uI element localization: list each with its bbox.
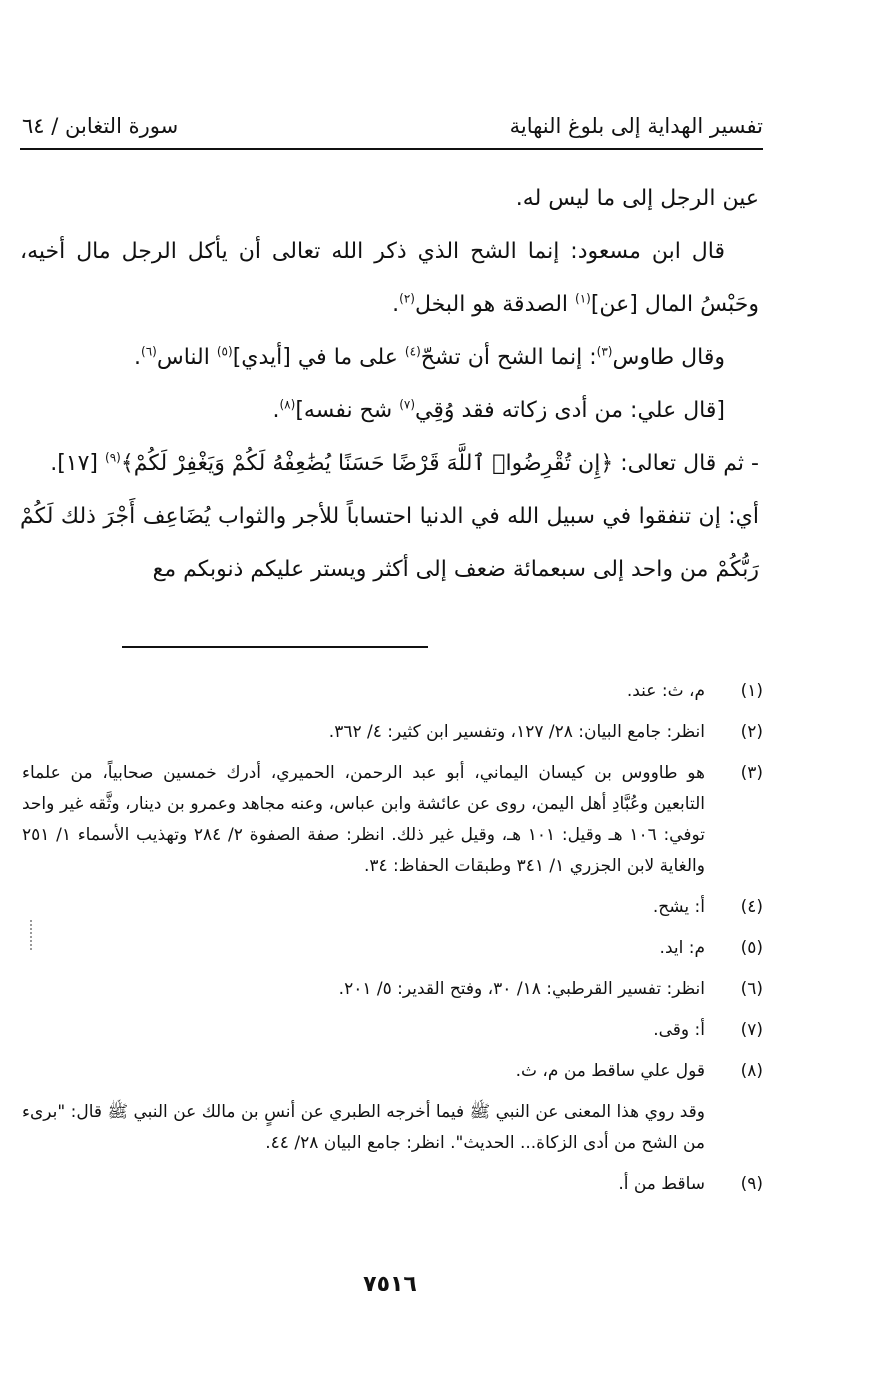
- footnotes: [22, 676, 763, 1210]
- paragraph-5: - ثم قال تعالى: ﴿إِن تُقْرِضُوا۟ ٱللَّهَ قَرْضًا حَسَنًا يُضَٰعِفْهُ لَكُمْ وَيَغْفِرْ لَكُمْ﴾$^{(٩)}$ [١٧].: [50, 450, 759, 476]
- main-text: [20, 172, 759, 596]
- footnote-number: (٥): [740, 938, 763, 958]
- footnote-ref-1[interactable]: (١): [575, 291, 591, 306]
- header-divider: [20, 148, 763, 150]
- footnote-item: [22, 1056, 763, 1087]
- quran-verse: ﴿إِن تُقْرِضُوا۟ ٱللَّهَ قَرْضًا حَسَنًا يُضَٰعِفْهُ لَكُمْ وَيَغْفِرْ لَكُمْ﴾: [120, 451, 614, 476]
- footnote-item: [22, 676, 763, 707]
- footnote-continuation: وقد روي هذا المعنى عن النبي ﷺ فيما أخرجه الطبري عن أنسٍ بن مالك عن النبي ﷺ قال: "برىء من الشح من أدى الزكاة... الحديث". انظر: جامع البيان ٢٨/ ٤٤.: [22, 1102, 705, 1153]
- footnote-text: انظر: جامع البيان: ٢٨/ ١٢٧، وتفسير ابن كثير: ٤/ ٣٦٢.: [328, 722, 705, 742]
- footnote-item: [22, 933, 763, 964]
- paragraph-1: عين الرجل إلى ما ليس له.: [515, 186, 759, 211]
- footnote-item: [22, 892, 763, 923]
- footnote-text: ساقط من أ.: [618, 1174, 705, 1194]
- footnote-ref-9[interactable]: (٩): [105, 450, 121, 465]
- footnote-text: هو طاووس بن كيسان اليماني، أبو عبد الرحمن، الحميري، أدرك خمسين صحابياً، من علماء التابعين وعُبَّادِ أهل اليمن، روى عن عائشة وابن عباس، وعنه مجاهد وعمرو بن دينار، وثَّقه غير واحد توفي: ١٠٦ هـ وقيل: ١٠١ هـ، وقيل غير ذلك. انظر: صفة الصفوة ٢/ ٢٨٤ وتهذيب الأسماء ١/ ٢٥١ والغاية لابن الجزري ١/ ٣٤١ وطبقات الحفاظ: ٣٤.: [22, 763, 705, 876]
- footnote-ref-6[interactable]: (٦): [141, 344, 157, 359]
- footnote-number: (٣): [740, 763, 763, 783]
- surah-label: سورة التغابن / ٦٤: [22, 114, 179, 138]
- footnote-text: أ: يشح.: [652, 897, 705, 917]
- footnote-item: [22, 1015, 763, 1046]
- footnote-item: [22, 717, 763, 748]
- footnote-ref-4[interactable]: (٤): [404, 344, 421, 359]
- paragraph-4: [قال علي: من أدى زكاته فقد وُقِي$^{(٧)}$ شح نفسه]$^{(٨)}$.: [272, 397, 725, 423]
- footnote-divider: [122, 646, 428, 648]
- footnote-ref-7[interactable]: (٧): [399, 397, 416, 412]
- footnote-ref-5[interactable]: (٥): [216, 344, 233, 359]
- footnote-text: م: ايد.: [659, 938, 705, 958]
- footnote-text: انظر: تفسير القرطبي: ١٨/ ٣٠، وفتح القدير: ٥/ ٢٠١.: [338, 979, 705, 999]
- footnote-ref-2[interactable]: (٢): [399, 291, 415, 306]
- book-title: تفسير الهداية إلى بلوغ النهاية: [509, 114, 763, 138]
- footnote-number: (٦): [740, 979, 763, 999]
- footnote-text: م، ث: عند.: [626, 681, 705, 701]
- footnote-number: (٧): [740, 1020, 763, 1040]
- footnote-item: [22, 974, 763, 1005]
- footnote-text: أ: وقى.: [653, 1020, 705, 1040]
- paragraph-3: وقال طاوس$^{(٣)}$: إنما الشح أن تشحّ$^{(٤)}$ على ما في [أيدي]$^{(٥)}$ الناس$^{(٦)}$.: [134, 344, 725, 370]
- page-number: ٧٥١٦: [363, 1272, 417, 1297]
- footnote-number: (٤): [740, 897, 763, 917]
- footnote-number: (٩): [740, 1174, 763, 1194]
- footnote-ref-8[interactable]: (٨): [279, 397, 296, 412]
- footnote-number: (٢): [740, 722, 763, 742]
- footnote-number: (١): [740, 681, 763, 701]
- footnote-text: قول علي ساقط من م، ث.: [515, 1061, 705, 1081]
- paragraph-2: قال ابن مسعود: إنما الشح الذي ذكر الله تعالى أن يأكل الرجل مال أخيه، وحَبْسُ المال [عن]$^{(١)}$ الصدقة هو البخل$^{(٢)}$.: [20, 239, 759, 317]
- scan-edge-mark: [30, 920, 34, 950]
- page-header: [22, 108, 763, 144]
- footnote-item: [22, 1169, 763, 1200]
- footnote-ref-3[interactable]: (٣): [596, 344, 613, 359]
- footnote-number: (٨): [740, 1061, 763, 1081]
- footnote-item: [22, 758, 763, 882]
- paragraph-6: أي: إن تنفقوا في سبيل الله في الدنيا احتساباً للأجر والثواب يُضَاعِف أَجْرَ ذلك لَكُمْ رَبُّكُمْ من واحد إلى سبعمائة ضعف إلى أكثر ويستر عليكم ذنوبكم مع: [20, 504, 759, 582]
